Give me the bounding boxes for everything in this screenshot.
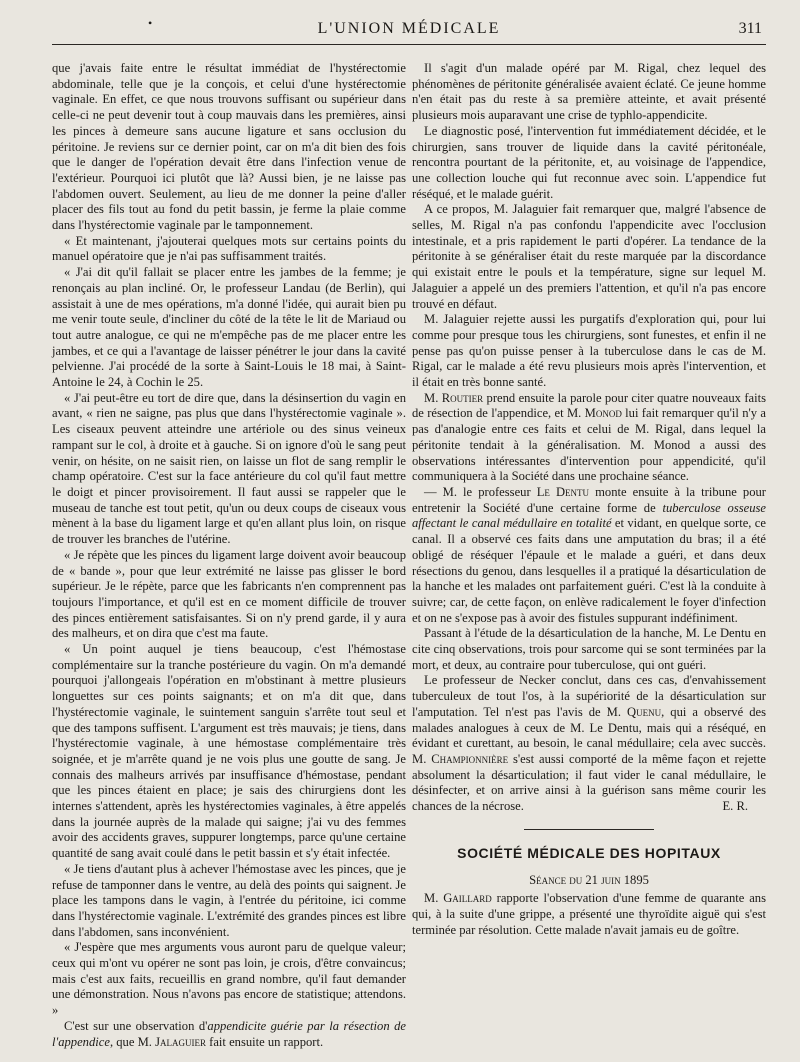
section-title: SOCIÉTÉ MÉDICALE DES HOPITAUX — [457, 844, 721, 861]
journal-title: L'UNION MÉDICALE — [317, 20, 501, 37]
session-date: Séance du 21 juin 1895 — [529, 873, 649, 888]
paragraph: « Et maintenant, j'ajouterai quelques mots sur certains points du manuel opératoire que je n'ai pas suffisamment traités. — [52, 233, 406, 264]
author-name: Jalaguier — [155, 1034, 206, 1049]
paragraph: Il s'agit d'un malade opéré par M. Rigal, chez lequel des phénomènes de péritonite généralisée avaient éclaté. Ce jeune homme n'en était pas du reste à sa première atteinte, et avait présenté plusieurs mois auparavant une crise de typhlo-appendicite. — [412, 61, 766, 123]
paragraph: M. Jalaguier rejette aussi les purgatifs d'exploration qui, pour lui comme pour presque tous les chirurgiens, sont funestes, et enfin il ne pense pas qu'on puisse penser à la tuberculose dans le cas de M. Rigal, car le malade a été revu plusieurs mois après l'intervention, et il était en très bonne santé. — [412, 312, 766, 390]
paragraph: « J'ai peut-être eu tort de dire que, dans la désinsertion du vagin en avant, « rien ne saigne, pas plus que dans l'hystérectomie vaginale ». Les ciseaux peuvent atteindre une artériole ou des sinus veineux rampant sur le col, à droite et à gauche. Si on ignore d'où le sang peut venir, on hésite, on ne saisit rien, on laisse un flot de sang remplir le champ opératoire. C'est sur la face antérieure du col qu'il faut mettre le doigt et pincer provisoirement. Il faut aussi se rappeler que le museau de tanche est tout petit, qu'un ou deux coups de ciseaux vous mènent à la base du ligament large et qu'en allant plus loin, on risque de trouver les branches de l'utérine. — [52, 390, 406, 547]
paragraph: A ce propos, M. Jalaguier fait remarquer que, malgré l'absence de selles, M. Rigal n'a pas confondu l'appendicite avec l'occlusion intestinale, et a pris rapidement le parti d'opérer. La tendance de la péritonite à se généraliser était du reste marquée par la discordance qui existait entre le pouls et la température, signe sur lequel M. Jalaguier a appelé un des premiers l'attention, et qu'il n'a pas encore trouvé en défaut. — [412, 202, 766, 311]
author-name: Le Dentu — [536, 484, 590, 499]
paragraph: « Un point auquel je tiens beaucoup, c'est l'hémostase complémentaire sur la tranche postérieure du vagin. On m'a demandé pourquoi j'allongeais l'opération en m'obstinant à mettre plusieurs longuettes sur ces points saignants; et on m'a dit que, dans l'hystérectomie vaginale, le suintement sanguin s'arrête tout seul et que des tampons suffisent. L'argument est très mauvais; je tiens, dans l'hystérectomie vaginale, à une hémostase complémentaire très soignée, et je m'arrête quand je ne vois plus une goutte de sang. Je connais des malheurs arrivés par insuffisance d'hémostase, pendant que les pinces étaient en place; je sais des chirurgiens dont les internes s'attendent, après les hystérectomies vaginales, à être appelés dans la journée auprès de la malade qui saigne; j'ai vu des femmes avoir des accidents graves, suppurer longtemps, parce qu'une certaine quantité de sang avait coulé dans le petit bassin et s'y était infectée. — [52, 642, 406, 861]
author-name: Routier — [441, 390, 484, 405]
paragraph-necker: Le professeur de Necker conclut, dans ces cas, d'envahissement tuberculeux de tout l'os, à la supériorité de la désarticulation sur l'amputation. Tel n'est pas l'avis de M. Quenu, qui a observé des malades analogues à ceux de M. Le Dentu, mais qui a réséqué, en évidant et curettant, au besoin, le canal médullaire; cela avec succès. M. Championnière s'est aussi comporté de la même façon et rejette absolument la désarticulation; il faut vider le canal médullaire, le désinfecter, et on arrive ainsi à la guérison sans même courir les chances de la nécrose. E. R. — [412, 673, 766, 814]
right-column — [412, 61, 766, 1050]
page-number: 311 — [738, 20, 762, 37]
paragraph-gaillard: M. Gaillard rapporte l'observation d'une femme de quarante ans qui, à la suite d'une grippe, a présenté une thyroïdite aiguë qui s'est terminée par résolution. Cette malade n'avait jamais eu de goître. — [412, 891, 766, 937]
running-head — [52, 18, 766, 45]
italic-title: appendicite guérie par la résection de l'appendice — [52, 1018, 406, 1049]
paragraph: que j'avais faite entre le résultat immédiat de l'hystérectomie abdominale, telle que je la conçois, et celui d'une hystérectomie vaginale. En effet, ce que nous trouvons suffisant ou supérieur dans celle-ci ne peut devenir tout à coup mauvais dans les premières, ainsi les pinces à demeure sans aucune ligature et sans occlusion du péritoine. Je reviens sur ce dernier point, car on m'a dit bien des fois que le danger de l'opération devait être dans l'infection venue de l'extérieur. Pourquoi ici plutôt que là? Aussi bien, je ne laisse pas l'abdomen ouvert. Seulement, au lieu de me donner la peine d'aller placer des fils tout au fond du petit bassin, je ferme la plaie comme dans l'hystérectomie vaginale par le tamponnement. — [52, 61, 406, 233]
header-mark: • — [148, 16, 155, 30]
signature: E. R. — [722, 799, 748, 814]
left-column — [52, 61, 406, 1050]
author-name: Gaillard — [443, 891, 492, 906]
paragraph: « Je répète que les pinces du ligament large doivent avoir beaucoup de « bande », pour que leur extrémité ne laisse pas glisser le bord supérieur. Je le répète, parce que les fabricants n'en comprennent pas toujours l'importance, et qu'il est en ce moment difficile de trouver des pinces entièrement satisfaisantes. Si on n'y prend garde, il y aura des malheurs, et on dira que c'est ma faute. — [52, 547, 406, 641]
paragraph: « Je tiens d'autant plus à achever l'hémostase avec les pinces, que je refuse de tamponner dans le ventre, au delà des points qui saignent. Je place les tampons dans le vagin, à l'entrée du péritoine, ici comme dans l'hystérectomie vaginale. L'extrémité des grandes pinces est libre dans l'abdomen, sans inconvénient. — [52, 861, 406, 939]
paragraph-ledentu: — M. le professeur Le Dentu monte ensuite à la tribune pour entretenir la Société d'une certaine forme de tuberculose osseuse affectant le canal médullaire en totalité et vidant, en quelque sorte, ce canal. Il a observé ces faits dans une amputation du bras; il a été obligé de réséquer l'épaule et le malade a guéri, et dans deux résections du genou, dans lesquelles il a pratiqué la désarticulation de la hanche et les malades ont parfaitement guéri. C'est là la conduite à suivre; car, de cette façon, on enlève radicalement le foyer d'infection et on ne s'expose pas à avoir des fistules suppurant indéfiniment. — [412, 484, 767, 625]
author-name: Championnière — [431, 751, 509, 766]
italic-title: tuberculose osseuse affectant le canal médullaire en totalité — [412, 500, 767, 531]
paragraph-jalaguier-report: C'est sur une observation d'appendicite guérie par la résection de l'appendice, que M. Jalaguier fait ensuite un rapport. — [52, 1018, 406, 1049]
paragraph-routier: M. Routier prend ensuite la parole pour citer quatre nouveaux faits de résection de l'appendice, et M. Monod lui fait remarquer qu'il n'y a pas d'analogie entre ces faits et celui de M. Rigal, dans lequel la péritonite tendait à la généralisation. M. Monod a aussi des observations intéressantes d'intervention pour appendicité, qu'il communiquera à la Société dans une prochaine séance. — [412, 390, 766, 484]
paragraph: Passant à l'étude de la désarticulation de la hanche, M. Le Dentu en cite cinq observations, trois pour sarcome qui se sont terminées par la mort, et deux, au contraire pour tuberculose, qui ont guéri. — [412, 626, 766, 672]
author-name: Monod — [584, 406, 622, 421]
paragraph: « J'ai dit qu'il fallait se placer entre les jambes de la femme; je renonçais au plan incliné. Or, le professeur Landau (de Berlin), qui assistait à une de mes opérations, m'a donné l'idée, qui aurait bien pu me venir toute seule, d'incliner du côté de la tête le lit de Mariaud ou tout autre analogue, ce qui ne m'empêche pas de me placer entre les jambes, et ce qui a l'avantage de laisser pénétrer le jour dans la cavité pelvienne. J'ai procédé de la sorte à Saint-Louis le 18 mai, à Saint-Antoine le 24, à Cochin le 25. — [52, 265, 406, 390]
author-name: Quenu — [627, 704, 662, 719]
two-column-body — [52, 61, 766, 1050]
paragraph: « J'espère que mes arguments vous auront paru de quelque valeur; ceux qui m'ont vu opérer ne sont pas loin, je crois, d'être convaincus; mais c'est aux faits, recueillis en grand nombre, qu'il faut demander une démonstration. Nous n'avons pas encore de statistique; attendons. » — [52, 940, 406, 1018]
paragraph: Le diagnostic posé, l'intervention fut immédiatement décidée, et le chirurgien, sans trouver de liquide dans la cavité péritonéale, rencontra pourtant de la péritonite, et, au voisinage de l'appendice, une collection louche qui fut reconnue avec soin. L'appendice fut réséqué, et le malade guérit. — [412, 123, 766, 201]
section-divider — [524, 829, 654, 830]
